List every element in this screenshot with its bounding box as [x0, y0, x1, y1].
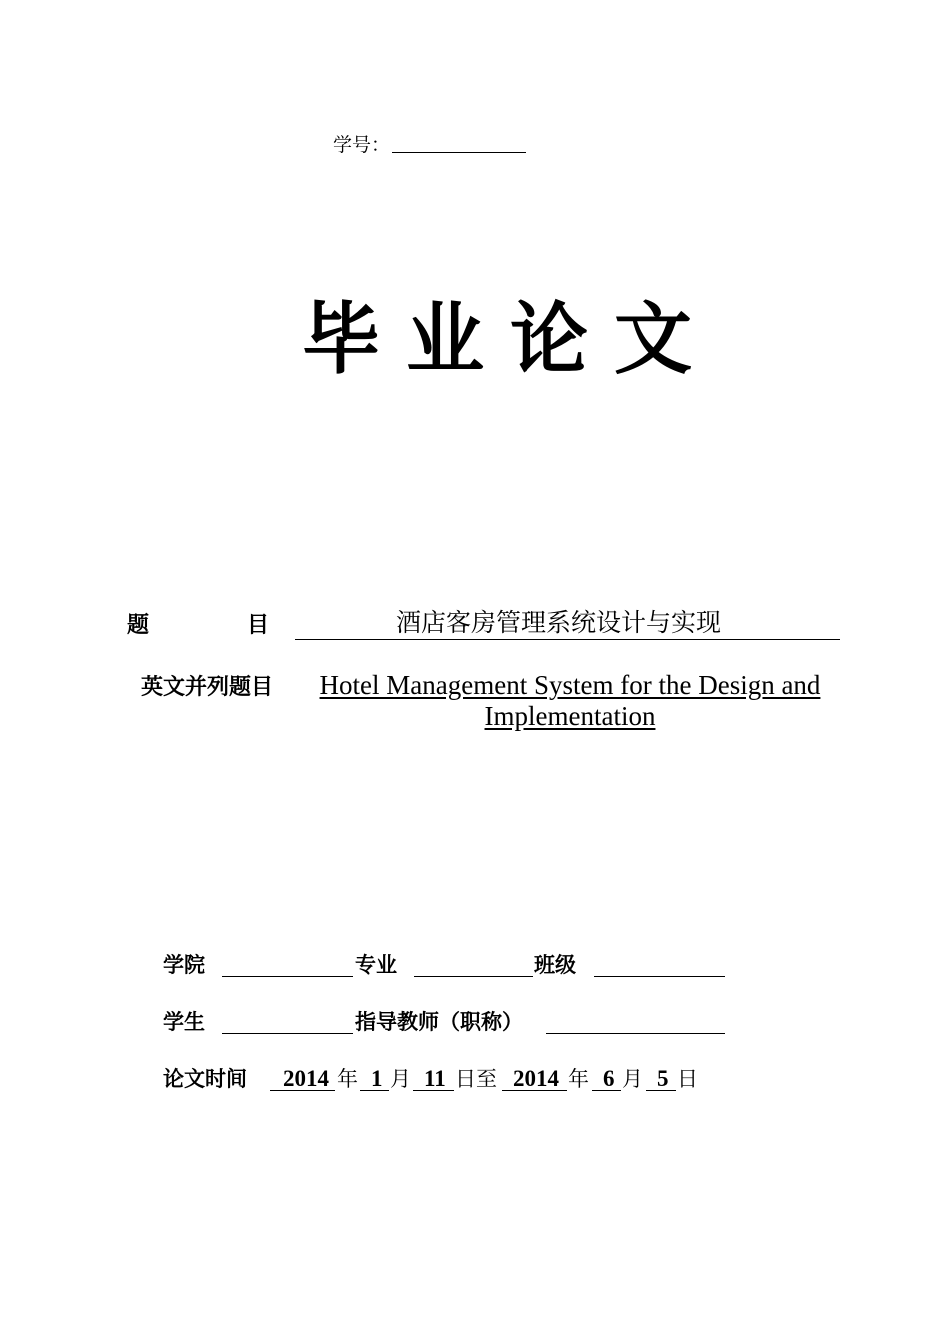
student-id-line: [333, 130, 526, 159]
major-blank[interactable]: [414, 976, 533, 977]
day-unit: 日: [677, 1067, 698, 1091]
year-unit-1: 年: [337, 1067, 358, 1091]
student-label: 学生: [163, 1010, 205, 1034]
end-month: 6: [603, 1066, 615, 1091]
month-unit-2: 月: [622, 1067, 643, 1091]
year-unit-2: 年: [568, 1067, 589, 1091]
page-title: 毕业论文: [301, 295, 718, 385]
title-label-char-2: 目: [247, 613, 270, 638]
student-id-label: 学号：: [333, 134, 391, 156]
advisor-blank[interactable]: [546, 1033, 725, 1034]
title-label-char-1: 题: [127, 613, 150, 638]
end-day: 5: [657, 1066, 669, 1091]
time-label: 论文时间: [163, 1067, 247, 1091]
advisor-label: 指导教师（职称）: [355, 1010, 523, 1034]
english-title-field: [300, 670, 840, 732]
chinese-title-field: [295, 607, 840, 640]
major-label: 专业: [355, 953, 397, 977]
start-day: 11: [424, 1066, 446, 1091]
class-blank[interactable]: [594, 976, 725, 977]
student-id-blank[interactable]: [392, 130, 526, 153]
college-blank[interactable]: [222, 976, 353, 977]
chinese-title-value: 酒店客房管理系统设计与实现: [396, 608, 722, 637]
class-label: 班级: [534, 953, 576, 977]
english-title-value: Hotel Management System for the Design and Implementation: [319, 670, 821, 731]
start-month: 1: [371, 1066, 383, 1091]
date-to: 日至: [455, 1067, 497, 1091]
student-blank[interactable]: [222, 1033, 353, 1034]
end-year: 2014: [513, 1066, 559, 1091]
college-label: 学院: [163, 953, 205, 977]
month-unit-1: 月: [390, 1067, 411, 1091]
english-title-label: 英文并列题目: [141, 675, 274, 700]
start-year: 2014: [283, 1066, 329, 1091]
